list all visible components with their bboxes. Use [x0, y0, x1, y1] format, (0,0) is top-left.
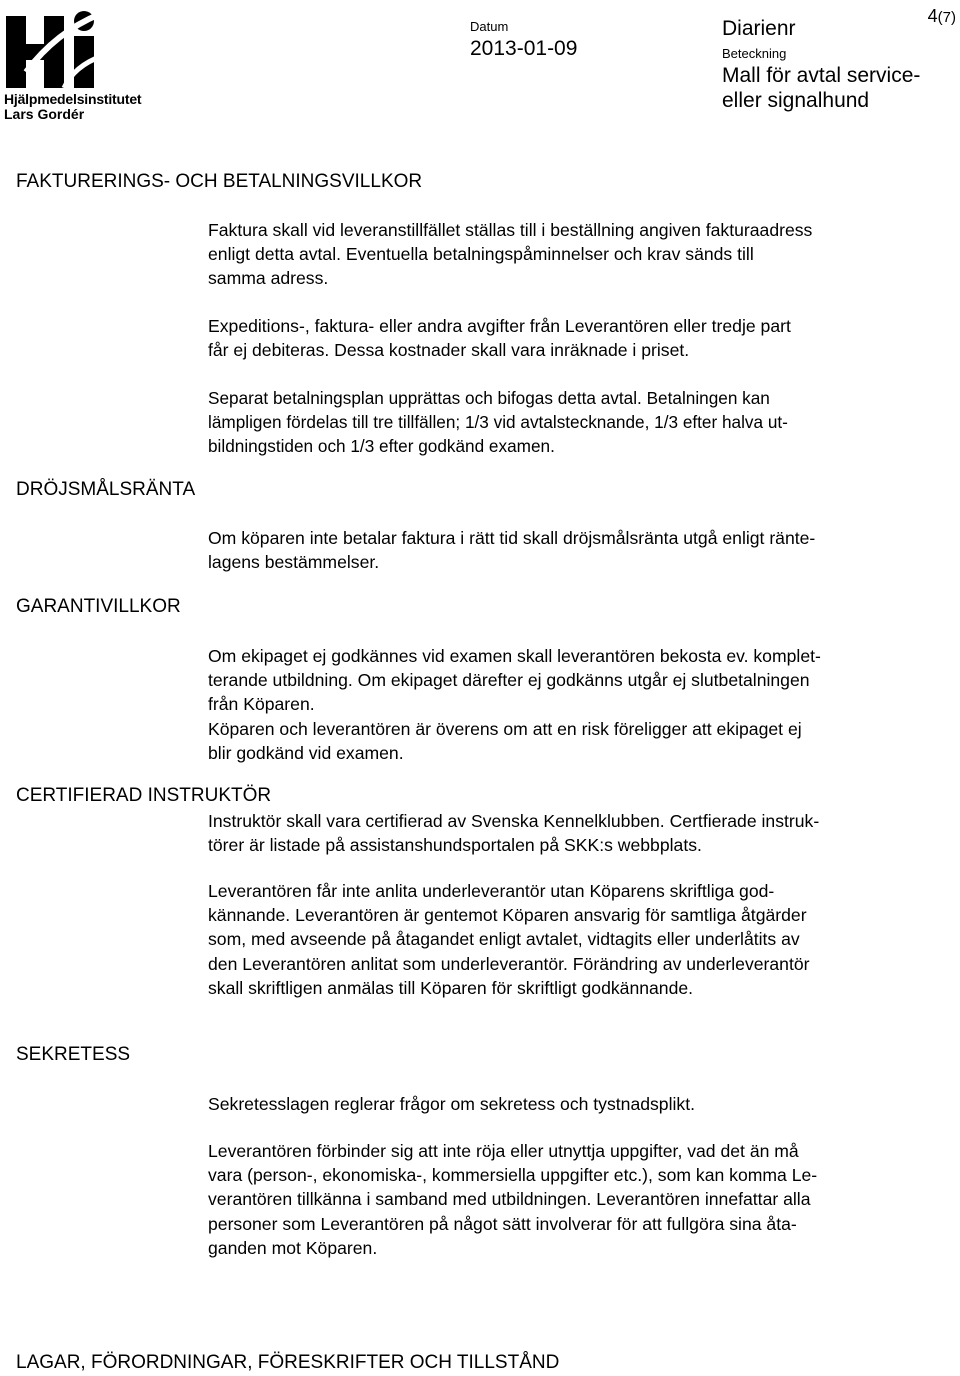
page-current: 4 [927, 6, 938, 26]
beteckning-value: Mall för avtal service- eller signalhund [722, 64, 921, 112]
garantivillkor-paragraph: Om ekipaget ej godkännes vid examen skall leverantören bekosta ev. komplet- terande utbildning. Om ekipaget därefter ej godkänns utgår ej slutbetalningen från Köparen. Köparen och leverantören är överens om att en risk föreligger att ekipaget ej blir godkänd vid examen. [208, 646, 821, 763]
drojsmalsranta-paragraph: Om köparen inte betalar faktura i rätt tid skall dröjsmålsränta utgå enligt ränte- lagens bestämmelser. [208, 528, 816, 573]
fakturering-paragraph-1: Faktura skall vid leveranstillfället ställas till i beställning angiven fakturaadress enligt detta avtal. Eventuella betalningspåminnelser och krav sänds till samma adress. [208, 220, 813, 289]
author-name: Lars Gordér [4, 106, 85, 122]
certifierad-paragraph-2: Leverantören får inte anlita underleverantör utan Köparens skriftliga god- kännande. Leverantören är gentemot Köparen ansvarig för samtliga åtgärder som, med avseende på åtagandet enligt avtalet, vidtagits eller underlåtits av den Leverantören anlitat som underleverantör. Förändring av underleverantör skall skriftligen anmälas till Köparen för skriftligt godkännande. [208, 881, 810, 998]
section-heading-garantivillkor: GARANTIVILLKOR [16, 596, 181, 617]
section-heading-drojsmalsranta: DRÖJSMÅLSRÄNTA [16, 479, 196, 500]
section-heading-lagar: LAGAR, FÖRORDNINGAR, FÖRESKRIFTER OCH TILLSTÅND [16, 1352, 560, 1373]
diarienr-label: Diarienr [722, 17, 796, 40]
certifierad-paragraph-1: Instruktör skall vara certifierad av Svenska Kennelklubben. Certfierade instruk- törer är listade på assistanshundsportalen på SKK:s webbplats. [208, 811, 820, 856]
section-heading-sekretess: SEKRETESS [16, 1044, 131, 1065]
org-name: Hjälpmedelsinstitutet [4, 91, 142, 107]
sekretess-paragraph-1: Sekretesslagen reglerar frågor om sekretess och tystnadsplikt. [208, 1094, 695, 1114]
section-heading-fakturering: FAKTURERINGS- OCH BETALNINGSVILLKOR [16, 171, 423, 192]
page-number [928, 6, 956, 27]
datum-value: 2013-01-09 [470, 37, 578, 60]
fakturering-paragraph-3: Separat betalningsplan upprättas och bifogas detta avtal. Betalningen kan lämpligen fördelas till tre tillfällen; 1/3 vid avtalstecknande, 1/3 efter halva ut- bildningstiden och 1/3 efter godkänd examen. [208, 388, 788, 457]
beteckning-label: Beteckning [722, 46, 787, 61]
page-total: (7) [937, 9, 956, 26]
datum-label: Datum [470, 19, 509, 34]
section-heading-certifierad-instruktor: CERTIFIERAD INSTRUKTÖR [16, 785, 272, 806]
fakturering-paragraph-2: Expeditions-, faktura- eller andra avgifter från Leverantören eller tredje part får ej debiteras. Dessa kostnader skall vara inräknade i priset. [208, 316, 791, 361]
sekretess-paragraph-2: Leverantören förbinder sig att inte röja eller utnyttja uppgifter, vad det än må vara (person-, ekonomiska-, kommersiella uppgifter etc.), som kan komma Le- verantören tillkänna i samband med utbildningen. Leverantören innefattar alla personer som Leverantören på något sätt involverar för att fullgöra sina åta- ganden mot Köparen. [208, 1141, 818, 1258]
